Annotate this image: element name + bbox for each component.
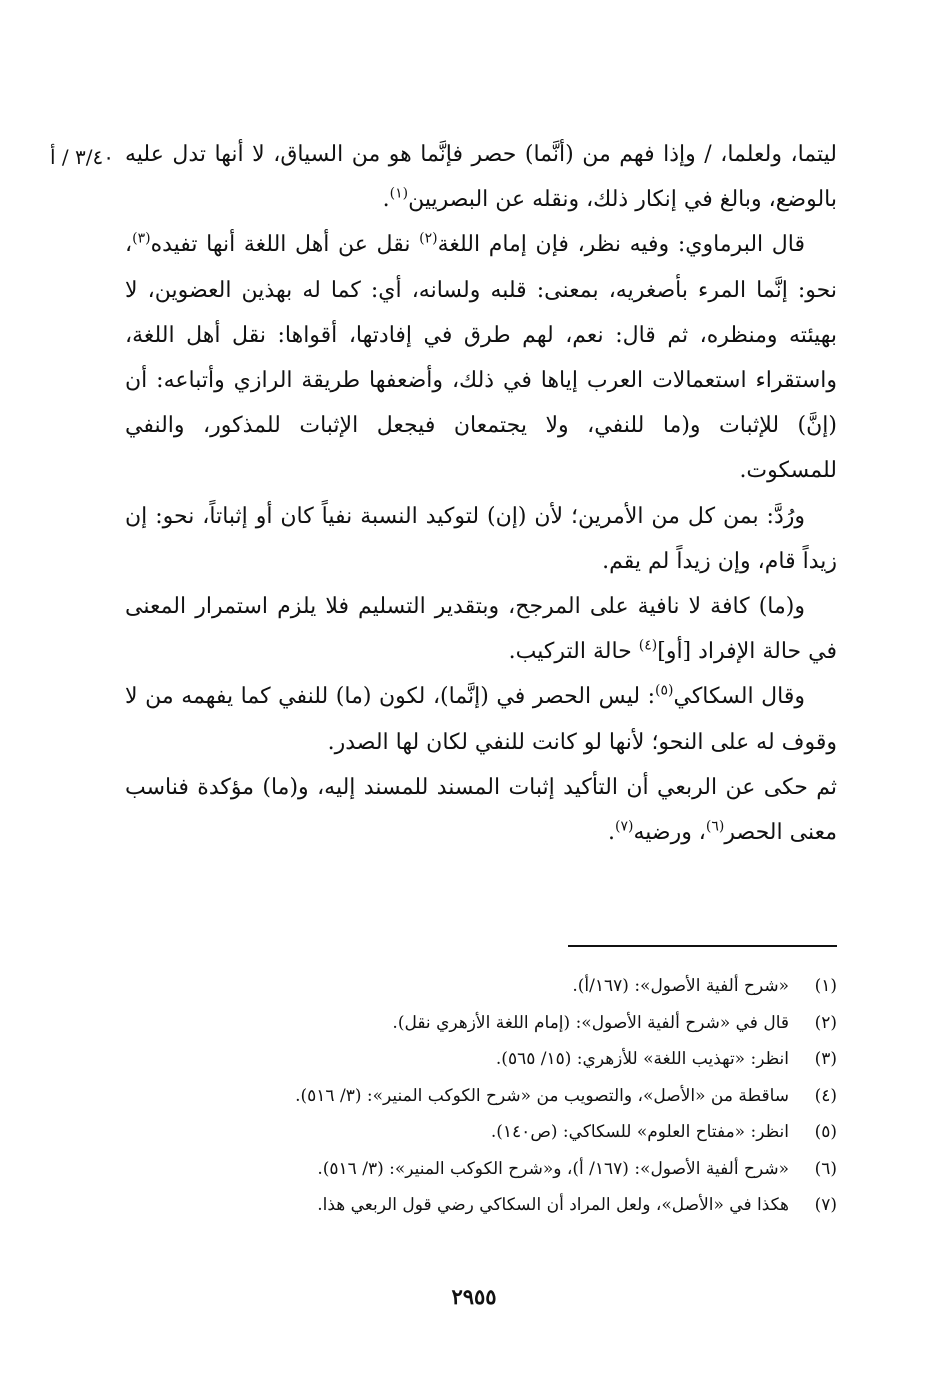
paragraph-6-text-b: ، ورضيه xyxy=(633,820,706,846)
footnote-4 xyxy=(180,1078,837,1115)
footnote-3 xyxy=(180,1041,837,1078)
footnote-number: (٧) xyxy=(814,1195,837,1215)
footnote-number: (٢) xyxy=(814,1012,837,1033)
paragraph-2 xyxy=(125,222,837,493)
footnote-ref-4[interactable]: (٤) xyxy=(638,637,658,654)
footnote-ref-5[interactable]: (٥) xyxy=(655,683,674,700)
footnotes xyxy=(180,968,837,1224)
paragraph-5-text-b: : ليس الحصر في (إنَّما)، لكون (ما) للنفي كما يفهمه من لا وقوف له على النحو؛ لأنها لو كانت للنفي لكان لها الصدر. xyxy=(125,684,837,755)
footnote-ref-1[interactable]: (١) xyxy=(389,185,409,202)
footnote-ref-7[interactable]: (٧) xyxy=(614,818,634,835)
footnote-ref-3[interactable]: (٣) xyxy=(132,231,151,248)
footnote-ref-2[interactable]: (٢) xyxy=(419,231,438,248)
footnote-separator xyxy=(568,945,837,947)
paragraph-6-text-c: . xyxy=(607,820,615,846)
manuscript-folio-reference: ٣/٤٠ / أ xyxy=(50,145,114,169)
footnote-number: (٦) xyxy=(814,1158,837,1179)
page-number: ٢٩٥٥ xyxy=(451,1284,497,1309)
footnote-number: (١) xyxy=(814,976,837,996)
footnote-number: (٤) xyxy=(814,1085,837,1106)
footnote-6 xyxy=(180,1151,837,1188)
paragraph-2-text-c: ، نحو: إنَّما المرء بأصغريه، بمعنى: قلبه ولسانه، أي: كما له بهذين العضوين، لا بهيئته ومنظره، ثم قال: نعم، لهم طرق في إفادتها، أقواها: نقل أهل اللغة، واستقراء استعمالات العرب إياها في ذلك، وأضعفها طريقة الرازي وأتباعه: أن (إنَّ) للإثبات و(ما للنفي، ولا يجتمعان فيجعل الإثبات للمذكور، والنفي للمسكوت. xyxy=(125,232,837,484)
footnote-ref-6[interactable]: (٦) xyxy=(705,818,725,835)
footnote-2 xyxy=(180,1005,837,1042)
paragraph-1 xyxy=(125,132,837,222)
footnote-1 xyxy=(180,968,837,1005)
footnote-text: قال في «شرح ألفية الأصول»: (إمام اللغة الأزهري نقل). xyxy=(392,1012,789,1033)
footnote-number: (٥) xyxy=(814,1122,837,1142)
footnote-7 xyxy=(180,1187,837,1224)
paragraph-4 xyxy=(125,584,837,674)
paragraph-5-text-a: وقال السكاكي xyxy=(673,684,805,710)
paragraph-6 xyxy=(125,765,837,855)
main-text xyxy=(125,132,837,855)
footnote-text: انظر: «مفتاح العلوم» للسكاكي: (ص١٤٠). xyxy=(490,1122,789,1142)
paragraph-5 xyxy=(125,674,837,764)
paragraph-3-text: ورُدَّ: بمن كل من الأمرين؛ لأن (إن) لتوكيد النسبة نفياً كان أو إثباتاً، نحو: إن زيداً قام، وإن زيداً لم يقم. xyxy=(125,503,837,574)
paragraph-1-end: . xyxy=(382,187,390,213)
paragraph-2-text-b: نقل عن أهل اللغة أنها تفيده xyxy=(150,232,420,258)
footnote-text: هكذا في «الأصل»، ولعل المراد أن السكاكي رضي قول الربعي هذا. xyxy=(317,1195,789,1215)
footnote-text: «شرح ألفية الأصول»: (١٦٧/ أ)، و«شرح الكوكب المنير»: (٣/ ٥١٦). xyxy=(317,1158,789,1179)
paragraph-2-text-a: قال البرماوي: وفيه نظر، فإن إمام اللغة xyxy=(437,232,805,258)
footnote-number: (٣) xyxy=(814,1049,837,1069)
paragraph-1-text: ليتما، ولعلما، / وإذا فهم من (أنَّما) حصر فإنَّما هو من السياق، لا أنها تدل عليه بالوضع، وبالغ في إنكار ذلك، ونقله عن البصريين xyxy=(125,142,837,213)
paragraph-3 xyxy=(125,494,837,584)
footnote-text: ساقطة من «الأصل»، والتصويب من «شرح الكوكب المنير»: (٣/ ٥١٦). xyxy=(295,1085,789,1106)
paragraph-4-text-a: و(ما) كافة لا نافية على المرجح، وبتقدير التسليم فلا يلزم استمرار المعنى في حالة الإفراد [أو] xyxy=(125,594,837,665)
footnote-text: انظر: «تهذيب اللغة» للأزهري: (١٥/ ٥٦٥). xyxy=(495,1049,789,1069)
footnote-5 xyxy=(180,1114,837,1151)
paragraph-6-text-a: ثم حكى عن الربعي أن التأكيد إثبات المسند للمسند إليه، و(ما) مؤكدة فناسب معنى الحصر xyxy=(125,774,837,846)
paragraph-4-text-b: حالة التركيب. xyxy=(508,639,639,665)
footnote-text: «شرح ألفية الأصول»: (١٦٧/أ). xyxy=(572,976,789,996)
